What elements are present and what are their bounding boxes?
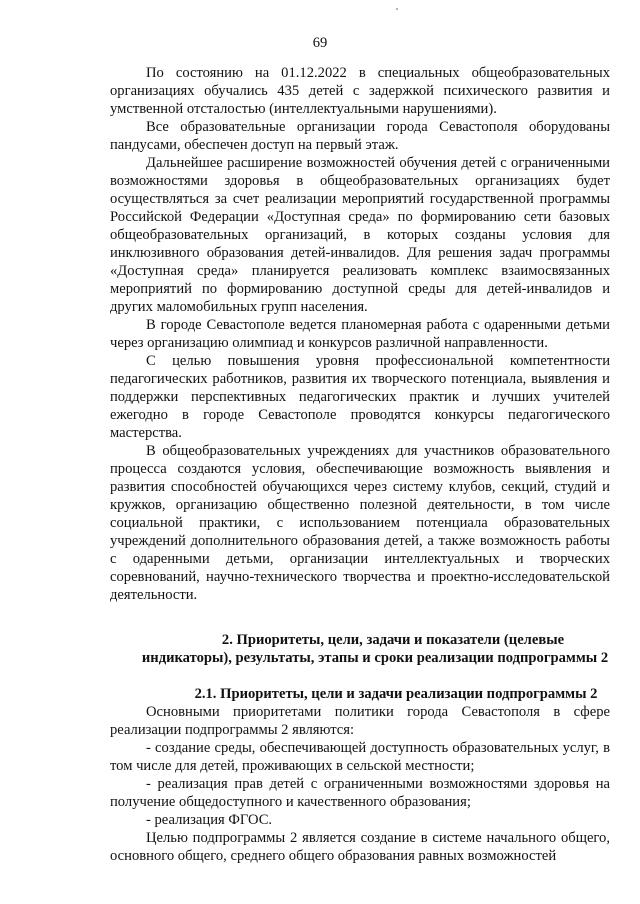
spacer [110, 604, 610, 631]
document-body [110, 64, 610, 865]
paragraph-conditions: В общеобразовательных учреждениях для участников образовательного процесса создаются условия, обеспечивающие возможность выявления и развития способностей обучающихся через систему клубов, секций, студий и кружков, организацию общественно полезной деятельности, в том числе социальной практики, с использованием потенциала образовательных учреждений дополнительного образования детей, а также возможность работы с одаренными детьми, организации интеллектуальных и творческих соревнований, научно-технического творчества и проектно-исследовательской деятельности. [110, 443, 610, 603]
paragraph-students-count: По состоянию на 01.12.2022 в специальных общеобразовательных организациях обучались 435 детей с задержкой психического развития и умственной отсталостью (интеллектуальными нарушениями). [110, 65, 610, 117]
scan-artifact-dot [396, 8, 398, 10]
paragraph-teacher-competence: С целью повышения уровня профессиональной компетентности педагогических работников, развития их творческого потенциала, выявления и поддержки перспективных педагогических практик и лучших учителей ежегодно в городе Севастополе проводятся конкурсы педагогического мастерства. [110, 353, 610, 441]
list-item-priority: - создание среды, обеспечивающей доступность образовательных услуг, в том числе для детей, проживающих в сельской местности; [110, 740, 610, 774]
list-item-priority: - реализация прав детей с ограниченными возможностями здоровья на получение общедоступного и качественного образования; [110, 776, 610, 810]
paragraph-ramps: Все образовательные организации города Севастополя оборудованы пандусами, обеспечен доступ на первый этаж. [110, 119, 610, 153]
paragraph-gifted-children: В городе Севастополе ведется планомерная работа с одаренными детьми через организацию олимпиад и конкурсов различной направленности. [110, 317, 610, 351]
list-item-priority: - реализация ФГОС. [146, 812, 273, 828]
paragraph-priorities-intro: Основными приоритетами политики города Севастополя в сфере реализации подпрограммы 2 являются: [110, 704, 610, 738]
subsection-heading: 2.1. Приоритеты, цели и задачи реализации подпрограммы 2 [194, 686, 598, 702]
paragraph-goal: Целью подпрограммы 2 является создание в системе начального общего, основного общего, среднего общего образования равных возможностей [110, 830, 610, 864]
page-number: 69 [312, 35, 328, 51]
spacer [110, 667, 610, 685]
section-heading: 2. Приоритеты, цели, задачи и показатели (целевые индикаторы), результаты, этапы и сроки реализации подпрограммы 2 [141, 632, 609, 666]
paragraph-accessible-environment: Дальнейшее расширение возможностей обучения детей с ограниченными возможностями здоровья в общеобразовательных организациях будет осуществляться за счет реализации мероприятий государственной программы Российской Федерации «Доступная среда» по формированию сети базовых общеобразовательных организаций, в которых созданы условия для инклюзивного образования детей-инвалидов. Для решения задач программы «Доступная среда» планируется реализовать комплекс взаимосвязанных мероприятий по формированию доступной среды для детей-инвалидов и других маломобильных групп населения. [110, 155, 610, 315]
